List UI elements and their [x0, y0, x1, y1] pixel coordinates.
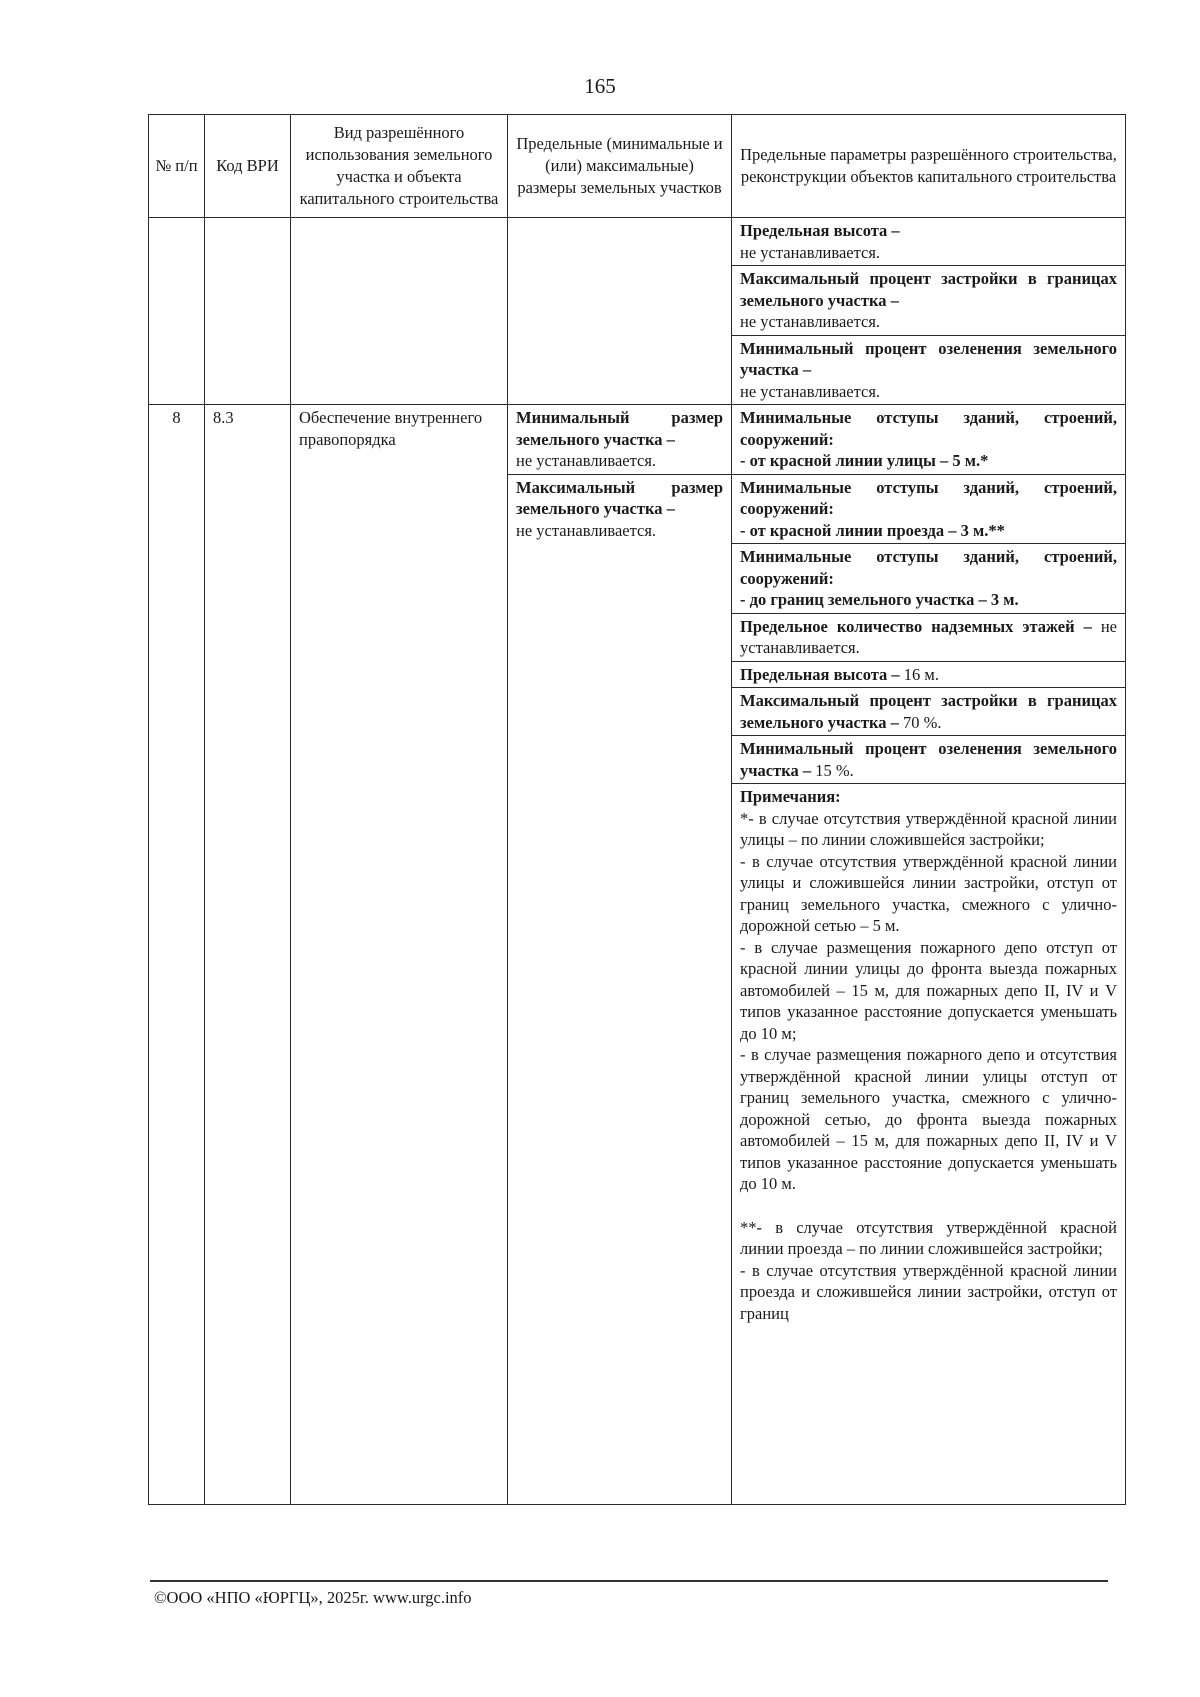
- param-title: Минимальные отступы зданий, строений, сооружений:: [740, 408, 1117, 449]
- param-value: не устанавливается.: [740, 312, 881, 331]
- param-value: 16 м.: [903, 664, 939, 684]
- footer-divider: [150, 1580, 1108, 1582]
- note-paragraph: **- в случае отсутствия утверждённой красной линии проезда – по линии сложившейся застройки;: [740, 1217, 1117, 1258]
- header-num: № п/п: [149, 115, 205, 218]
- min-size-value: не устанавливается.: [516, 451, 657, 470]
- min-size-cell: [508, 405, 732, 475]
- header-code: Код ВРИ: [205, 115, 291, 218]
- note-paragraph: - в случае отсутствия утверждённой красной линии проезда и сложившейся линии застройки, отступ от границ: [740, 1260, 1117, 1323]
- table-header-row: [149, 115, 1126, 218]
- param-value: - до границ земельного участка – 3 м.: [740, 590, 1019, 609]
- param-cell: [732, 266, 1126, 336]
- row-use-type-cell: Обеспечение внутреннего правопорядка: [291, 405, 508, 1505]
- max-size-title: Максимальный размер земельного участка –: [516, 477, 723, 518]
- param-value: - от красной линии проезда – 3 м.**: [740, 520, 1005, 540]
- note-paragraph: - в случае размещения пожарного депо и отсутствия утверждённой красной линии улицы отступ от границ земельного участка, смежного с улично-дорожной сетью, до фронта выезда пожарных автомобилей – 15 м, для пожарных депо II, IV и V типов указанное расстояние допускается уменьшать до 10 м.: [740, 1045, 1117, 1193]
- header-lot-sizes: Предельные (минимальные и (или) максимальные) размеры земельных участков: [508, 115, 732, 218]
- notes-cell: [732, 784, 1126, 1505]
- param-title: Предельное количество надземных этажей –: [740, 616, 1092, 636]
- cont-num-cell: [149, 218, 205, 405]
- param-title: Максимальный процент застройки в границах земельного участка –: [740, 269, 1117, 310]
- table-row: [149, 218, 1126, 266]
- param-cell: [732, 736, 1126, 784]
- param-title: Предельная высота –: [740, 221, 900, 240]
- min-size-title: Минимальный размер земельного участка –: [516, 408, 723, 449]
- row-num-cell: 8: [149, 405, 205, 1505]
- max-size-value: не устанавливается.: [516, 520, 657, 540]
- param-title: Предельная высота –: [740, 664, 900, 684]
- param-cell: [732, 661, 1126, 688]
- param-title: Минимальный процент озеленения земельного участка –: [740, 338, 1117, 379]
- header-params: Предельные параметры разрешённого строительства, реконструкции объектов капитального строительства: [732, 115, 1126, 218]
- param-cell: [732, 688, 1126, 736]
- param-value: не устанавливается.: [740, 242, 881, 262]
- param-cell: [732, 335, 1126, 405]
- page-number: 165: [584, 74, 616, 98]
- param-cell: [732, 405, 1126, 475]
- param-title: Минимальные отступы зданий, строений, сооружений:: [740, 547, 1117, 588]
- param-cell: [732, 474, 1126, 544]
- row-code-cell: 8.3: [205, 405, 291, 1505]
- max-size-cell: [508, 474, 732, 1505]
- header-use-type: Вид разрешённого использования земельного участка и объекта капитального строительства: [291, 115, 508, 218]
- notes-title: Примечания:: [740, 787, 841, 806]
- param-value: 70 %.: [902, 712, 942, 732]
- footer-copyright: ©ООО «НПО «ЮРГЦ», 2025г. www.urgc.info: [154, 1588, 472, 1607]
- param-value: 15 %.: [815, 760, 854, 780]
- param-value: не устанавливается.: [740, 381, 881, 401]
- param-title: Минимальный процент озеленения земельного участка –: [740, 739, 1117, 780]
- param-cell: [732, 218, 1126, 266]
- cont-use-cell: [291, 218, 508, 405]
- table-row: [149, 405, 1126, 475]
- note-paragraph: - в случае размещения пожарного депо отступ от красной линии улицы до фронта выезда пожарных автомобилей – 15 м, для пожарных депо II, IV и V типов указанное расстояние допускается уменьшать до 10 м;: [740, 937, 1117, 1043]
- note-paragraph: *- в случае отсутствия утверждённой красной линии улицы – по линии сложившейся застройки;: [740, 808, 1117, 849]
- param-value: не устанавливается.: [740, 616, 1117, 657]
- note-spacer: [740, 1195, 1117, 1217]
- cont-code-cell: [205, 218, 291, 405]
- param-value: - от красной линии улицы – 5 м.*: [740, 451, 989, 470]
- param-title: Минимальные отступы зданий, строений, сооружений:: [740, 477, 1117, 518]
- param-cell: [732, 613, 1126, 661]
- zoning-table: [148, 114, 1126, 1505]
- cont-size-cell: [508, 218, 732, 405]
- param-cell: [732, 544, 1126, 614]
- param-title: Максимальный процент застройки в границах земельного участка –: [740, 691, 1117, 732]
- note-paragraph: - в случае отсутствия утверждённой красной линии улицы и сложившейся линии застройки, отступ от границ земельного участка, смежного с улично-дорожной сетью – 5 м.: [740, 851, 1117, 935]
